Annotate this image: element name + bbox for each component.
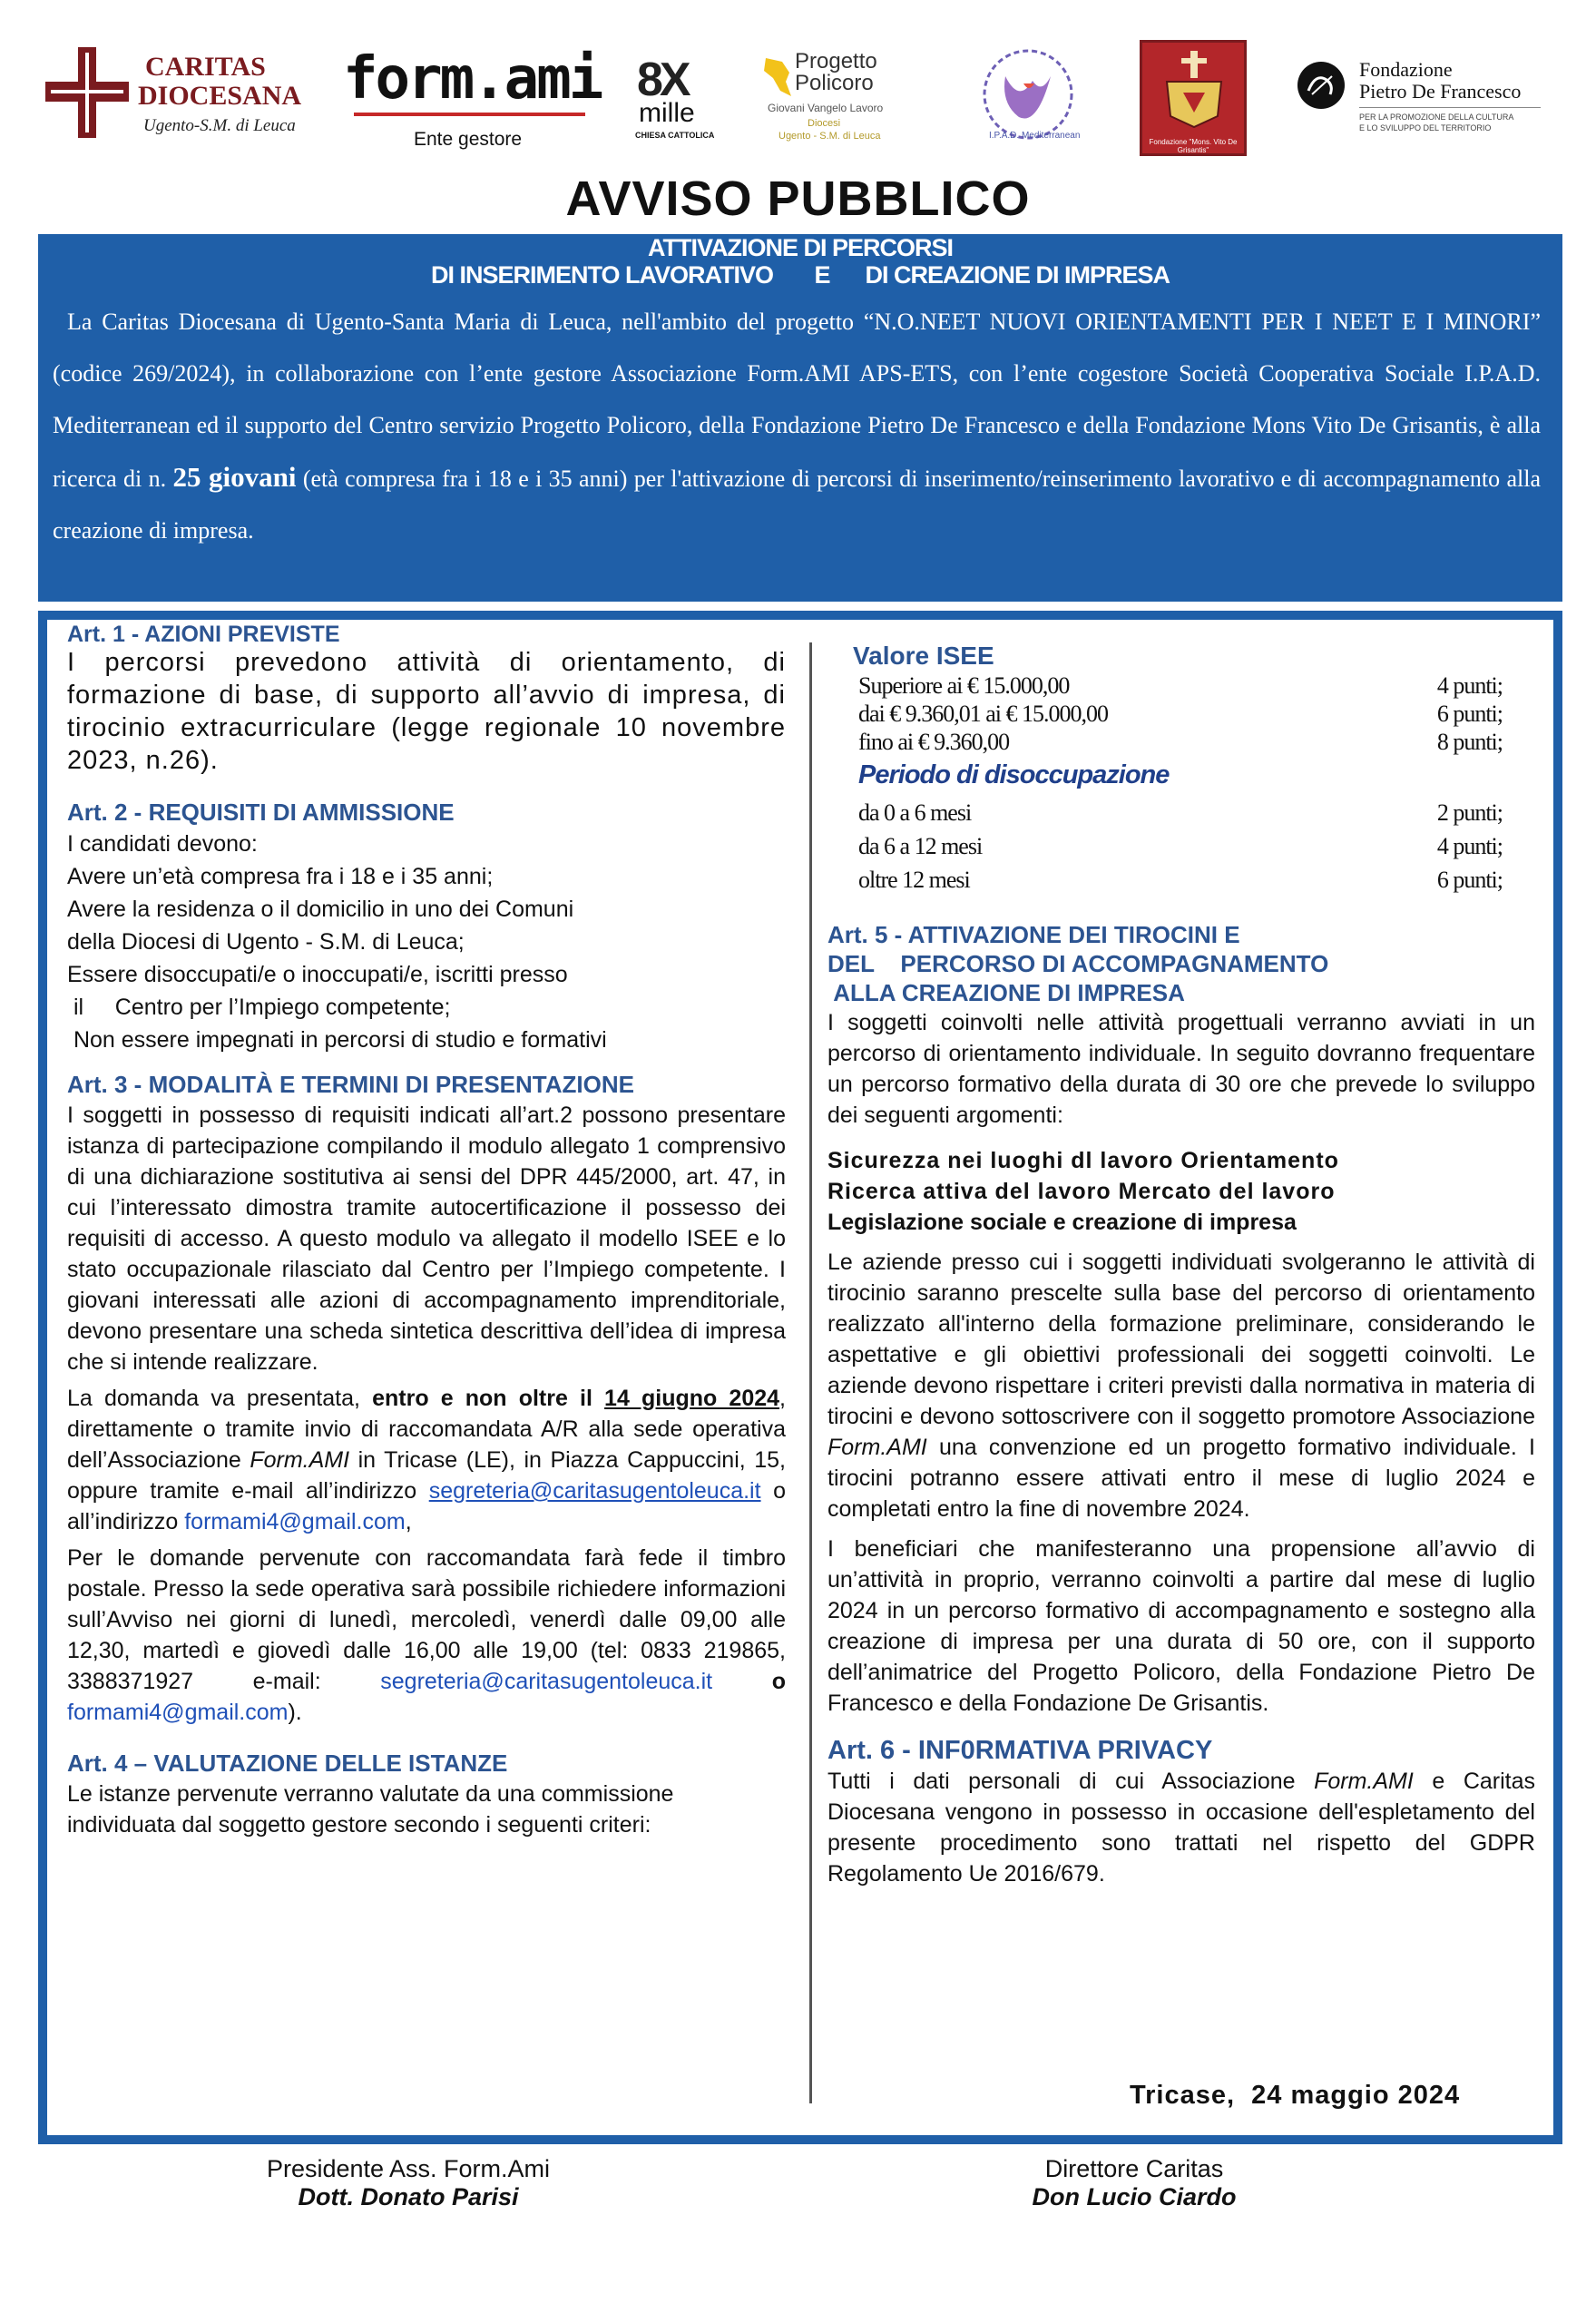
art5-p2 [827, 1247, 1535, 1524]
intro-text-2: (età compresa fra i 18 e i 35 anni) per l'attivazione di percorsi di inserimento/reinserimento lavorativo e di accompagnamento alla creazione di impresa. [53, 466, 1542, 544]
subtitle-1: ATTIVAZIONE DI PERCORSI [647, 234, 953, 261]
art3-formami: Form.AMI [250, 1447, 350, 1473]
signature-right [989, 2155, 1279, 2211]
art3-p3-a: Per le domande pervenute con raccomandata farà fede il timbro postale. Presso la sede operativa sarà possibile richiedere informazioni sull’Avviso nei giorni di lunedì, mercoledì, venerdì dalle 09,00 alle 12,30, martedì e giovedì dalle 16,00 alle 19,00 (tel: 0833 219865, 3388371927 e-mail: [67, 1545, 786, 1694]
art5-heading-1: Art. 5 - ATTIVAZIONE DEI TIROCINI E [827, 921, 1240, 948]
intro-bold: 25 giovani [172, 461, 297, 493]
formami-underline [354, 113, 585, 116]
art3-p3 [67, 1543, 786, 1728]
disoccupazione-points: 2 punti; [1436, 799, 1503, 826]
art5-heading-2: DEL PERCORSO DI ACCOMPAGNAMENTO [827, 950, 1329, 977]
art4-text: Le istanze pervenute verranno valutate da una commissione individuata dal soggetto gestore secondo i seguenti criteri: [67, 1781, 674, 1838]
signature-left [218, 2155, 599, 2211]
art3-p2-bold: entro e non oltre il [372, 1386, 592, 1411]
disoccupazione-table [858, 796, 1503, 897]
disoccupazione-row [858, 863, 1503, 897]
isee-points: 6 punti; [1436, 701, 1503, 727]
art2-line-3: Avere la residenza o il domicilio in uno dei Comuni [67, 897, 574, 922]
intro-text-1: La Caritas Diocesana di Ugento-Santa Maria di Leuca, nell'ambito del progetto “N.O.NEET NUOVI ORIENTAMENTI PER I NEET E I MINORI” (codice 269/2024), in collaborazione con l’ente gestore Associazione Form.AMI APS-ETS, con l’ente cogestore Società Cooperativa Sociale I.P.A.D. Mediterranean ed il supporto del Centro servizio Progetto Policoro, della Fondazione Pietro De Francesco e della Fondazione Mons Vito De Grisantis, è alla ricerca di n. [53, 309, 1541, 492]
caritas-name-1: CARITAS [145, 52, 266, 82]
right-column [827, 641, 1535, 1889]
art6-text-b: e Caritas Diocesana vengono in possesso in occasione dell'espletamento del presente procedimento sono trattati nel rispetto del GDPR Regolamento Ue 2016/679. [827, 1769, 1536, 1887]
document-date: Tricase, 24 maggio 2024 [1130, 2081, 1461, 2110]
policoro-title-2: Policoro [795, 71, 874, 95]
disoccupazione-points: 6 punti; [1436, 867, 1503, 893]
intro-paragraph [53, 296, 1541, 556]
formami-name: form.ami [343, 45, 602, 113]
caritas-cross-icon [45, 47, 129, 138]
disoccupazione-row [858, 796, 1503, 829]
disoccupazione-label: oltre 12 mesi [858, 867, 970, 893]
art5-topics-2: Ricerca attiva del lavoro Mercato del lavoro [827, 1179, 1336, 1204]
page-title: AVVISO PUBBLICO [565, 172, 1031, 226]
depietro-name-2: Pietro De Francesco [1359, 80, 1522, 103]
policoro-sub-1: Diocesi [808, 118, 841, 129]
left-column [67, 622, 786, 1840]
formami-logo [343, 45, 606, 154]
isee-row [858, 700, 1503, 728]
column-divider [809, 642, 812, 2103]
art2-line-7: Non essere impegnati in percorsi di studio e formativi [67, 1027, 607, 1053]
art2-line-6: il Centro per l’Impiego competente; [67, 995, 451, 1020]
ottoxmille-logo [635, 53, 717, 143]
signature-right-name: Don Lucio Ciardo [1032, 2183, 1237, 2210]
policoro-logo [762, 51, 944, 151]
depietro-sub-2: E LO SVILUPPO DEL TERRITORIO [1359, 123, 1492, 132]
signature-right-role: Direttore Caritas [1044, 2155, 1224, 2182]
ipad-logo [969, 40, 1087, 158]
disoccupazione-heading: Periodo di disoccupazione [858, 760, 1170, 789]
art3-p2-a: La domanda va presentata, [67, 1386, 360, 1411]
art3-heading: Art. 3 - MODALITÀ E TERMINI DI PRESENTAZIONE [67, 1071, 634, 1098]
email-link-formami[interactable]: formami4@gmail.com [184, 1509, 406, 1534]
isee-points: 4 punti; [1436, 672, 1503, 699]
isee-points: 8 punti; [1436, 729, 1503, 755]
disoccupazione-label: da 6 a 12 mesi [858, 833, 983, 859]
policoro-sub-2: Ugento - S.M. di Leuca [778, 131, 881, 142]
depietro-logo [1296, 56, 1568, 156]
art5-heading-3: ALLA CREAZIONE DI IMPRESA [827, 979, 1185, 1006]
art3-p2-end: , [405, 1509, 412, 1534]
art5-p1: I soggetti coinvolti nelle attività progettuali verranno avviati in un percorso di orientamento individuale. In seguito dovranno frequentare un percorso formativo della durata di 30 ore che prevede lo sviluppo dei seguenti argomenti: [827, 1010, 1535, 1128]
art1-heading: Art. 1 - AZIONI PREVISTE [67, 622, 340, 647]
depietro-emblem-icon [1296, 60, 1346, 111]
art5-p3: I beneficiari che manifesteranno una propensione all’avvio di un’attività in proprio, verranno coinvolti a partire dal mese di luglio 2024 in un percorso formativo di accompagnamento e sostegno alla creazione di impresa per una durata di 50 ore, con il supporto dell’animatrice del Progetto Policoro, della Fondazione Pietro De Francesco e della Fondazione De Grisantis. [827, 1536, 1535, 1716]
art3-p2 [67, 1383, 786, 1537]
disoccupazione-row [858, 829, 1503, 863]
caritas-sub: Ugento-S.M. di Leuca [143, 116, 296, 135]
art1-text: I percorsi prevedono attività di orientamento, di formazione di base, di supporto all’avvio di impresa, di tirocinio extracurriculare (legge regionale 10 novembre 2023, n.26). [67, 648, 786, 775]
art3-p3-end: ). [288, 1700, 302, 1725]
depietro-sub-1: PER LA PROMOZIONE DELLA CULTURA [1359, 113, 1514, 122]
signature-left-name: Dott. Donato Parisi [298, 2183, 519, 2210]
art3-p1: I soggetti in possesso di requisiti indicati all’art.2 possono presentare istanza di partecipazione compilando il modulo allegato 1 comprensivo di una dichiarazione sostitutiva ai sensi del DPR 445/2000, art. 47, in cui l’interessato dimostra tramite autocertificazione il possesso dei requisiti di accesso. A questo modulo va allegato il modello ISEE e lo stato occupazionale rilasciato dal Centro per l’Impiego competente. I giovani interessati alle azioni di accompagnamento imprenditoriale, devono presentare una scheda sintetica descrittiva dell’idea di impresa che si intende realizzare. [67, 1103, 786, 1375]
policoro-title-1: Progetto [795, 49, 877, 74]
ipad-text: I.P.A.D. Mediterranean [989, 131, 1081, 141]
disoccupazione-label: da 0 a 6 mesi [858, 799, 972, 826]
depietro-name-1: Fondazione [1359, 58, 1453, 81]
grisantis-text: Fondazione "Mons. Vito De Grisantis" [1149, 138, 1238, 154]
art5-formami: Form.AMI [827, 1435, 927, 1460]
isee-label: Superiore ai € 15.000,00 [858, 672, 1070, 699]
isee-label: fino ai € 9.360,00 [858, 729, 1010, 755]
art3-p3-o: o [771, 1669, 787, 1694]
art3-deadline: 14 giugno 2024 [604, 1386, 780, 1411]
isee-heading: Valore ISEE [853, 642, 994, 670]
art6-formami: Form.AMI [1314, 1769, 1414, 1794]
art5-p2-b: una convenzione ed un progetto formativo individuale. I tirocini potranno essere attivati entro il mese di luglio 2024 e completati entro la fine di novembre 2024. [827, 1435, 1535, 1522]
isee-row [858, 671, 1503, 700]
intro-box [38, 234, 1562, 602]
isee-label: dai € 9.360,01 ai € 15.000,00 [858, 701, 1109, 727]
isee-table [858, 671, 1503, 756]
isee-row [858, 728, 1503, 756]
art4-heading: Art. 4 – VALUTAZIONE DELLE ISTANZE [67, 1750, 508, 1777]
ottoxmille-sub: CHIESA CATTOLICA [635, 131, 715, 140]
email-link-formami-2[interactable]: formami4@gmail.com [67, 1700, 289, 1725]
art3-p2-b: , direttamente o tramite invio di raccomandata A/R alla sede operativa dell’Associazione [67, 1386, 786, 1473]
art5-topics-1: Sicurezza nei luoghi dl lavoro Orientamento [827, 1148, 1339, 1173]
formami-sub: Ente gestore [414, 129, 523, 150]
caritas-name-2: DIOCESANA [138, 81, 302, 111]
art2-line-5: Essere disoccupati/e o inoccupati/e, iscritti presso [67, 962, 568, 987]
art2-line-4: della Diocesi di Ugento - S.M. di Leuca; [67, 929, 465, 955]
caritas-logo [45, 45, 308, 145]
art5-topics-3: Legislazione sociale e creazione di impresa [827, 1210, 1297, 1235]
art6-text [827, 1766, 1535, 1889]
art2-line-1: I candidati devono: [67, 831, 258, 857]
art6-heading: Art. 6 - INF0RMATIVA PRIVACY [827, 1736, 1213, 1765]
disoccupazione-points: 4 punti; [1436, 833, 1503, 859]
email-link-segreteria[interactable]: segreteria@caritasugentoleuca.it [428, 1478, 761, 1504]
art5-p2-a: Le aziende presso cui i soggetti individuati svolgeranno le attività di tirocinio saranno prescelte sulla base del percorso di orientamento realizzato all'interno della formazione preliminare, considerando le aspettative e gli obiettivi professionali dei soggetti coinvolti. Le aziende devono rispettare i criteri previsti dalla normativa in materia di tirocini e devono sottoscrivere con il soggetto promotore Associazione [827, 1250, 1535, 1429]
grisantis-logo [1140, 40, 1248, 158]
ottoxmille-word: mille [639, 98, 695, 128]
policoro-map-icon [762, 54, 793, 100]
policoro-items: Giovani Vangelo Lavoro [768, 102, 884, 114]
signature-left-role: Presidente Ass. Form.Ami [266, 2155, 551, 2182]
art6-text-a: Tutti i dati personali di cui Associazione [827, 1769, 1296, 1794]
ottoxmille-mark: 8X [637, 54, 688, 106]
art3-p2-c: in Tricase (LE), in Piazza Cappuccini, 15, oppure tramite e-mail all’indirizzo [67, 1447, 787, 1504]
art2-heading: Art. 2 - REQUISITI DI AMMISSIONE [67, 799, 455, 826]
subtitle-2: DI INSERIMENTO LAVORATIVO E DI CREAZIONE DI IMPRESA [430, 261, 1170, 289]
art2-line-2: Avere un’età compresa fra i 18 e i 35 anni; [67, 864, 494, 889]
grisantis-crest-icon [1158, 49, 1230, 131]
email-link-segreteria-2[interactable]: segreteria@caritasugentoleuca.it [380, 1669, 713, 1694]
art3-p2-o: o all’indirizzo [67, 1478, 786, 1534]
depietro-rule [1359, 107, 1541, 108]
